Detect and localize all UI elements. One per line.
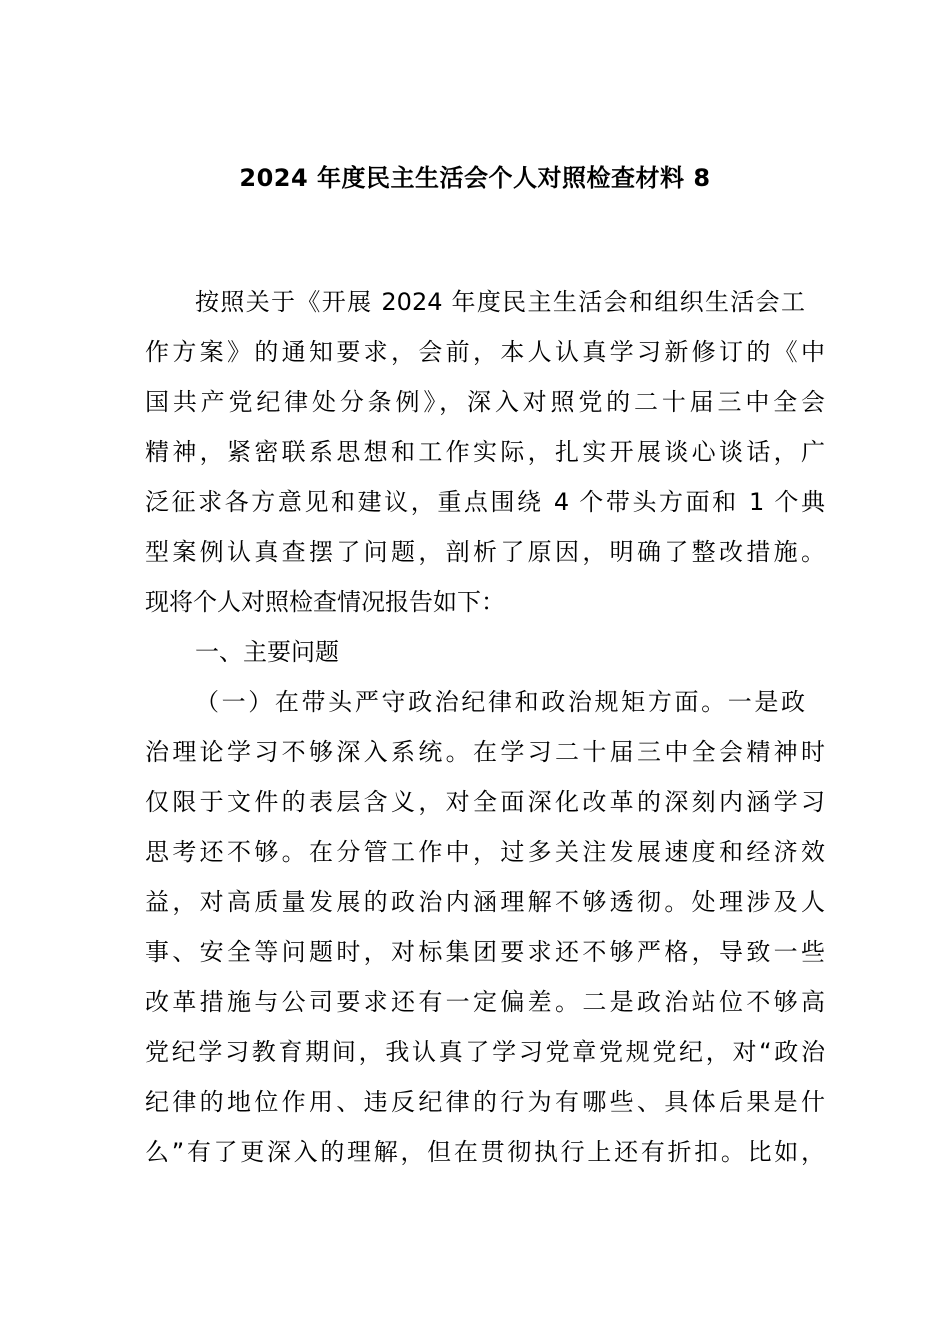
paragraph-line: 按照关于《开展 2024 年度民主生活会和组织生活会工 [195, 288, 805, 316]
paragraph-line: 党纪学习教育期间，我认真了学习党章党规党纪，对“政治 [145, 1038, 825, 1066]
paragraph-line: 思考还不够。在分管工作中，过多关注发展速度和经济效 [145, 838, 825, 866]
paragraph-line: 仅限于文件的表层含义，对全面深化改革的深刻内涵学习 [145, 788, 825, 816]
paragraph-line: （一）在带头严守政治纪律和政治规矩方面。一是政 [195, 688, 805, 716]
paragraph-line: 型案例认真查摆了问题，剖析了原因，明确了整改措施。 [145, 538, 825, 566]
paragraph-line: 泛征求各方意见和建议，重点围绕 4 个带头方面和 1 个典 [145, 488, 825, 516]
paragraph-line: 事、安全等问题时，对标集团要求还不够严格，导致一些 [145, 938, 825, 966]
document-title: 2024 年度民主生活会个人对照检查材料 8 [239, 164, 711, 192]
paragraph-line: 纪律的地位作用、违反纪律的行为有哪些、具体后果是什 [145, 1088, 825, 1116]
paragraph-line: 精神，紧密联系思想和工作实际，扎实开展谈心谈话，广 [145, 438, 825, 466]
paragraph-line: 改革措施与公司要求还有一定偏差。二是政治站位不够高 [145, 988, 825, 1016]
paragraph-line: 益，对高质量发展的政治内涵理解不够透彻。处理涉及人 [145, 888, 825, 916]
paragraph-line: 现将个人对照检查情况报告如下： [145, 588, 505, 616]
paragraph-line: 么”有了更深入的理解，但在贯彻执行上还有折扣。比如， [145, 1138, 825, 1166]
paragraph-line: 治理论学习不够深入系统。在学习二十届三中全会精神时 [145, 738, 825, 766]
paragraph-line: 作方案》的通知要求，会前，本人认真学习新修订的《中 [145, 338, 825, 366]
paragraph-line: 国共产党纪律处分条例》，深入对照党的二十届三中全会 [145, 388, 825, 416]
section-heading: 一、主要问题 [195, 638, 339, 666]
